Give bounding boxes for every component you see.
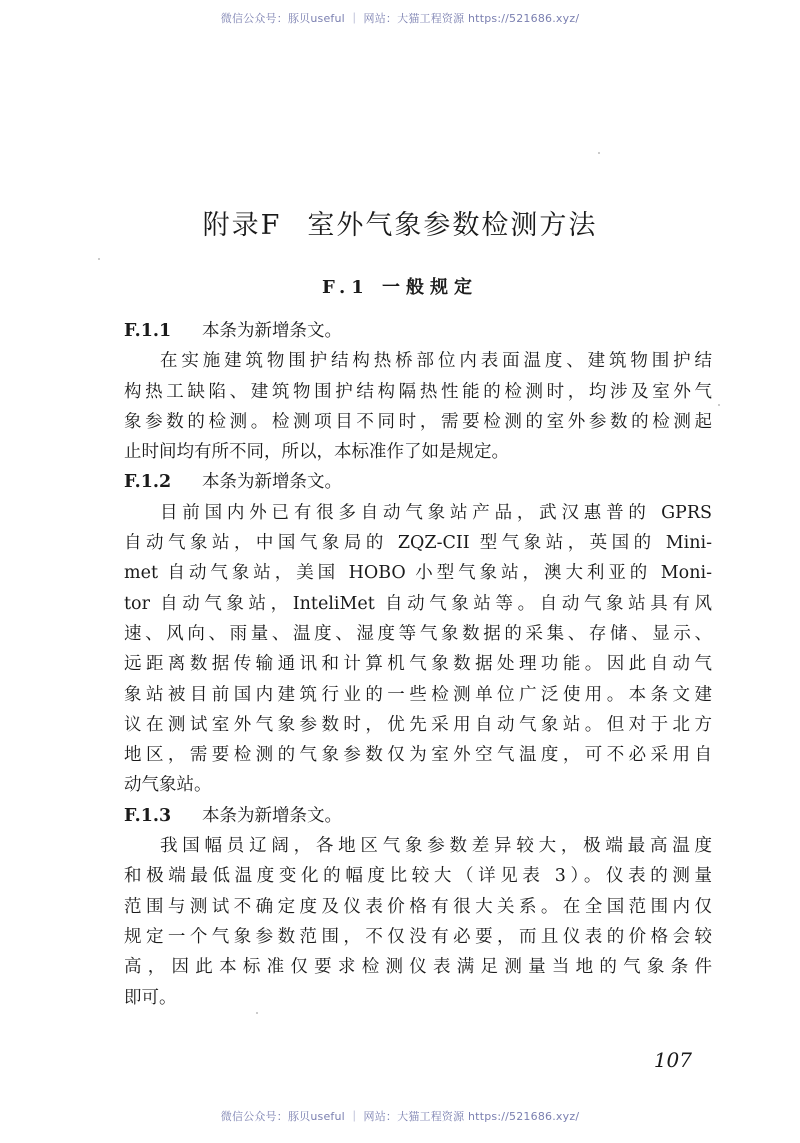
watermark-bottom: 微信公众号：豚贝useful ｜ 网站：大猫工程资源 https://521686.xyz/ (220, 1110, 580, 1123)
scan-speck (98, 258, 100, 260)
clause-number: F.1.3 (124, 805, 172, 826)
paragraph-line: 动气象站。 (124, 775, 212, 796)
paragraph-line: 高，因此本标准仅要求检测仪表满足测量当地的气象条件 (124, 957, 712, 978)
paragraph-line: 止时间均有所不同，所以，本标准作了如是规定。 (124, 442, 509, 463)
paragraph-line: 即可。 (124, 987, 177, 1008)
appendix-label: 附录F (202, 210, 282, 241)
paragraph-line: 目前国内外已有很多自动气象站产品，武汉惠普的 GPRS (160, 502, 712, 523)
paragraph-line: 构热工缺陷、建筑物围护结构隔热性能的检测时，均涉及室外气 (124, 381, 712, 402)
clause-number: F.1.1 (124, 321, 172, 341)
paragraph-line: met 自动气象站，美国 HOBO 小型气象站，澳大利亚的 Moni- (124, 563, 712, 584)
section-title: F.1 一般规定 (321, 277, 479, 298)
scan-speck (718, 404, 720, 406)
scan-speck (598, 152, 600, 154)
paragraph-line: 和极端最低温度变化的幅度比较大（详见表 3）。仪表的测量 (124, 866, 712, 887)
paragraph-line: 速、风向、雨量、温度、湿度等气象数据的采集、存储、显示、 (124, 623, 712, 644)
appendix-title (0, 203, 800, 242)
paragraph-line: 规定一个气象参数范围，不仅没有必要，而且仪表的价格会较 (124, 926, 712, 947)
clause-heading (124, 467, 712, 497)
page-number: 107 (653, 1048, 692, 1072)
paragraph-line: 象参数的检测。检测项目不同时，需要检测的室外参数的检测起 (124, 411, 712, 432)
document-body (124, 316, 712, 1013)
appendix-heading: 室外气象参数检测方法 (307, 210, 598, 241)
clause-heading (124, 316, 712, 346)
paragraph-line: 在实施建筑物围护结构热桥部位内表面温度、建筑物围护结 (160, 351, 712, 372)
paragraph-line: 远距离数据传输通讯和计算机气象数据处理功能。因此自动气 (124, 654, 712, 675)
watermark-top: 微信公众号：豚贝useful ｜ 网站：大猫工程资源 https://521686.xyz/ (220, 12, 580, 25)
clause-number: F.1.2 (124, 472, 172, 493)
paragraph-line: 议在测试室外气象参数时，优先采用自动气象站。但对于北方 (124, 714, 712, 735)
paragraph-line: 象站被目前国内建筑行业的一些检测单位广泛使用。本条文建 (124, 684, 712, 705)
paragraph-line: 地区，需要检测的气象参数仅为室外空气温度，可不必采用自 (124, 745, 712, 766)
clause-heading (124, 801, 712, 831)
scan-speck (256, 1012, 258, 1014)
clause-heading-text: 本条为新增条文。 (202, 805, 342, 826)
paragraph-line: 我国幅员辽阔，各地区气象参数差异较大，极端最高温度 (160, 836, 712, 857)
paragraph-line: 范围与测试不确定度及仪表价格有很大关系。在全国范围内仅 (124, 896, 712, 917)
paragraph-line: 自动气象站，中国气象局的 ZQZ-CII 型气象站，英国的 Mini- (124, 533, 712, 554)
clause-heading-text: 本条为新增条文。 (202, 321, 342, 341)
clause-heading-text: 本条为新增条文。 (202, 472, 342, 493)
paragraph-line: tor 自动气象站，InteliMet 自动气象站等。自动气象站具有风 (124, 593, 712, 614)
